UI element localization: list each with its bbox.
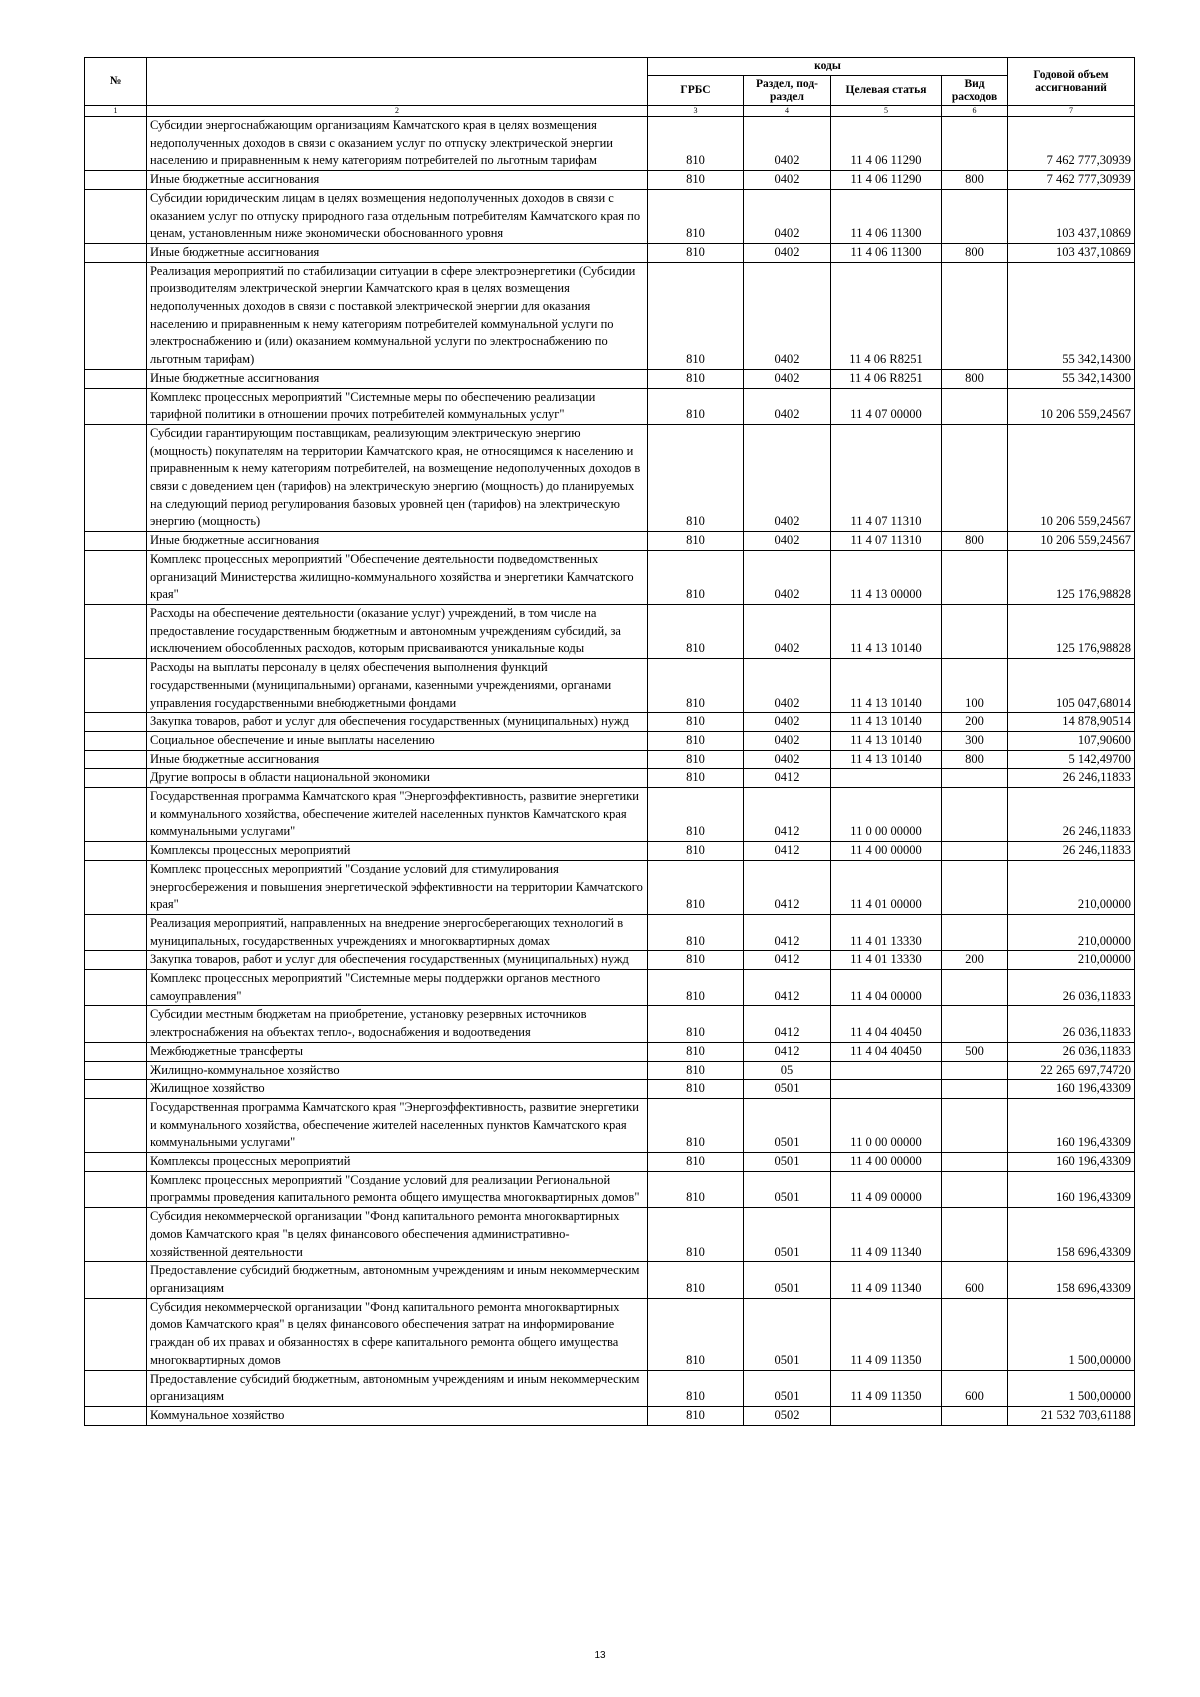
cell-vr <box>942 262 1008 369</box>
cell-sum: 10 206 559,24567 <box>1008 532 1135 551</box>
cell-grbs: 810 <box>648 713 744 732</box>
cell-grbs: 810 <box>648 1171 744 1207</box>
cell-num <box>85 388 147 424</box>
cell-cs: 11 4 00 00000 <box>831 842 942 861</box>
header-razdel: Раздел, под-раздел <box>744 76 831 106</box>
cell-cs: 11 4 06 11300 <box>831 189 942 243</box>
cell-cs: 11 4 07 11310 <box>831 424 942 531</box>
column-index: 4 <box>744 106 831 117</box>
cell-cs: 11 4 13 10140 <box>831 659 942 713</box>
cell-num <box>85 117 147 171</box>
cell-sum: 7 462 777,30939 <box>1008 171 1135 190</box>
cell-cs: 11 4 01 00000 <box>831 860 942 914</box>
cell-sum: 125 176,98828 <box>1008 604 1135 658</box>
cell-vr <box>942 769 1008 788</box>
cell-name: Иные бюджетные ассигнования <box>147 532 648 551</box>
budget-table-page <box>84 57 1134 1426</box>
cell-grbs: 810 <box>648 117 744 171</box>
cell-sum: 26 036,11833 <box>1008 1006 1135 1042</box>
cell-grbs: 810 <box>648 842 744 861</box>
cell-rz: 0402 <box>744 659 831 713</box>
cell-num <box>85 550 147 604</box>
table-row <box>85 1370 1135 1406</box>
cell-rz: 0402 <box>744 550 831 604</box>
table-row <box>85 914 1135 950</box>
table-row <box>85 604 1135 658</box>
table-row <box>85 1061 1135 1080</box>
cell-cs: 11 4 06 R8251 <box>831 262 942 369</box>
cell-vr: 800 <box>942 171 1008 190</box>
cell-name: Социальное обеспечение и иные выплаты населению <box>147 731 648 750</box>
cell-cs: 11 4 09 11340 <box>831 1262 942 1298</box>
cell-vr <box>942 424 1008 531</box>
cell-vr <box>942 388 1008 424</box>
cell-grbs: 810 <box>648 532 744 551</box>
cell-sum: 103 437,10869 <box>1008 189 1135 243</box>
cell-name: Другие вопросы в области национальной экономики <box>147 769 648 788</box>
cell-sum: 158 696,43309 <box>1008 1262 1135 1298</box>
cell-grbs: 810 <box>648 369 744 388</box>
header-vid: Вид расходов <box>942 76 1008 106</box>
cell-num <box>85 769 147 788</box>
table-row <box>85 243 1135 262</box>
cell-cs <box>831 1061 942 1080</box>
cell-rz: 0402 <box>744 750 831 769</box>
cell-name: Субсидии юридическим лицам в целях возмещения недополученных доходов в связи с оказанием услуг по отпуску природного газа отдельным потребителям Камчатского края по ценам, установленным ниже экономически обоснованного уровня <box>147 189 648 243</box>
cell-sum: 210,00000 <box>1008 914 1135 950</box>
cell-rz: 05 <box>744 1061 831 1080</box>
cell-name: Жилищное хозяйство <box>147 1080 648 1099</box>
cell-cs: 11 4 06 11290 <box>831 171 942 190</box>
cell-grbs: 810 <box>648 731 744 750</box>
cell-num <box>85 1298 147 1370</box>
cell-num <box>85 659 147 713</box>
table-row <box>85 262 1135 369</box>
cell-cs: 11 4 13 10140 <box>831 713 942 732</box>
cell-sum: 26 246,11833 <box>1008 842 1135 861</box>
cell-vr <box>942 1080 1008 1099</box>
cell-num <box>85 1098 147 1152</box>
cell-sum: 1 500,00000 <box>1008 1370 1135 1406</box>
header-amount: Годовой объем ассигнований <box>1008 58 1135 106</box>
column-index: 3 <box>648 106 744 117</box>
cell-num <box>85 1406 147 1425</box>
cell-name: Расходы на обеспечение деятельности (оказание услуг) учреждений, в том числе на предоставление государственным бюджетным и автономным учреждениям субсидий, за исключением обособленных расходов, которым присваиваются уникальные коды <box>147 604 648 658</box>
cell-cs: 11 0 00 00000 <box>831 1098 942 1152</box>
cell-sum: 26 246,11833 <box>1008 769 1135 788</box>
cell-num <box>85 1370 147 1406</box>
cell-name: Закупка товаров, работ и услуг для обеспечения государственных (муниципальных) нужд <box>147 713 648 732</box>
cell-grbs: 810 <box>648 243 744 262</box>
cell-cs <box>831 1080 942 1099</box>
cell-sum: 125 176,98828 <box>1008 550 1135 604</box>
cell-name: Комплекс процессных мероприятий "Системные меры поддержки органов местного самоуправления" <box>147 970 648 1006</box>
cell-grbs: 810 <box>648 1298 744 1370</box>
cell-num <box>85 1006 147 1042</box>
cell-num <box>85 424 147 531</box>
cell-vr <box>942 1006 1008 1042</box>
cell-num <box>85 262 147 369</box>
table-row <box>85 117 1135 171</box>
cell-name: Комплекс процессных мероприятий "Обеспечение деятельности подведомственных организаций Министерства жилищно-коммунального хозяйства и энергетики Камчатского края" <box>147 550 648 604</box>
table-row <box>85 388 1135 424</box>
table-row <box>85 750 1135 769</box>
column-index-row <box>85 106 1135 117</box>
cell-name: Комплекс процессных мероприятий "Создание условий для стимулирования энергосбережения и повышения энергетической эффективности на территории Камчатского края" <box>147 860 648 914</box>
cell-name: Реализация мероприятий, направленных на внедрение энергосберегающих технологий в муниципальных, государственных учреждениях и многоквартирных домах <box>147 914 648 950</box>
cell-grbs: 810 <box>648 1006 744 1042</box>
table-row <box>85 788 1135 842</box>
cell-grbs: 810 <box>648 189 744 243</box>
cell-cs: 11 4 13 10140 <box>831 604 942 658</box>
cell-num <box>85 189 147 243</box>
cell-grbs: 810 <box>648 1098 744 1152</box>
cell-sum: 10 206 559,24567 <box>1008 388 1135 424</box>
cell-num <box>85 970 147 1006</box>
cell-num <box>85 1171 147 1207</box>
cell-vr <box>942 842 1008 861</box>
cell-grbs: 810 <box>648 424 744 531</box>
cell-name: Государственная программа Камчатского края "Энергоэффективность, развитие энергетики и коммунального хозяйства, обеспечение жителей населенных пунктов Камчатского края коммунальными услугами" <box>147 788 648 842</box>
cell-num <box>85 1042 147 1061</box>
cell-grbs: 810 <box>648 860 744 914</box>
cell-num <box>85 842 147 861</box>
cell-grbs: 810 <box>648 1262 744 1298</box>
cell-vr <box>942 1406 1008 1425</box>
cell-vr: 500 <box>942 1042 1008 1061</box>
cell-grbs: 810 <box>648 1080 744 1099</box>
cell-grbs: 810 <box>648 750 744 769</box>
cell-sum: 160 196,43309 <box>1008 1153 1135 1172</box>
cell-sum: 14 878,90514 <box>1008 713 1135 732</box>
table-row <box>85 1171 1135 1207</box>
cell-vr: 600 <box>942 1262 1008 1298</box>
cell-vr <box>942 860 1008 914</box>
cell-sum: 210,00000 <box>1008 860 1135 914</box>
cell-vr <box>942 1298 1008 1370</box>
table-row <box>85 1080 1135 1099</box>
cell-num <box>85 951 147 970</box>
cell-num <box>85 532 147 551</box>
cell-num <box>85 860 147 914</box>
cell-grbs: 810 <box>648 1042 744 1061</box>
cell-cs: 11 4 04 40450 <box>831 1042 942 1061</box>
cell-vr <box>942 1171 1008 1207</box>
cell-cs: 11 4 07 11310 <box>831 532 942 551</box>
cell-rz: 0402 <box>744 731 831 750</box>
cell-name: Расходы на выплаты персоналу в целях обеспечения выполнения функций государственными (муниципальными) органами, казенными учреждениями, органами управления государственными внебюджетными фондами <box>147 659 648 713</box>
header-grbs: ГРБС <box>648 76 744 106</box>
table-row <box>85 550 1135 604</box>
cell-sum: 55 342,14300 <box>1008 262 1135 369</box>
cell-vr <box>942 1098 1008 1152</box>
cell-num <box>85 713 147 732</box>
table-row <box>85 713 1135 732</box>
cell-name: Предоставление субсидий бюджетным, автономным учреждениям и иным некоммерческим организациям <box>147 1262 648 1298</box>
table-row <box>85 842 1135 861</box>
cell-rz: 0501 <box>744 1208 831 1262</box>
cell-cs: 11 4 06 11290 <box>831 117 942 171</box>
column-index: 1 <box>85 106 147 117</box>
table-row <box>85 1006 1135 1042</box>
cell-sum: 7 462 777,30939 <box>1008 117 1135 171</box>
table-row <box>85 171 1135 190</box>
table-row <box>85 769 1135 788</box>
cell-grbs: 810 <box>648 171 744 190</box>
cell-name: Комплекс процессных мероприятий "Системные меры по обеспечению реализации тарифной политики в отношении прочих потребителей коммунальных услуг" <box>147 388 648 424</box>
cell-grbs: 810 <box>648 550 744 604</box>
cell-name: Межбюджетные трансферты <box>147 1042 648 1061</box>
cell-cs: 11 4 13 00000 <box>831 550 942 604</box>
cell-rz: 0412 <box>744 914 831 950</box>
cell-rz: 0412 <box>744 860 831 914</box>
cell-vr: 300 <box>942 731 1008 750</box>
cell-vr <box>942 117 1008 171</box>
cell-grbs: 810 <box>648 1153 744 1172</box>
cell-grbs: 810 <box>648 1061 744 1080</box>
cell-cs: 11 0 00 00000 <box>831 788 942 842</box>
cell-cs: 11 4 06 11300 <box>831 243 942 262</box>
cell-cs: 11 4 13 10140 <box>831 750 942 769</box>
budget-table <box>84 57 1135 1426</box>
cell-rz: 0402 <box>744 117 831 171</box>
cell-name: Предоставление субсидий бюджетным, автономным учреждениям и иным некоммерческим организациям <box>147 1370 648 1406</box>
cell-sum: 10 206 559,24567 <box>1008 424 1135 531</box>
cell-rz: 0402 <box>744 713 831 732</box>
cell-name: Комплексы процессных мероприятий <box>147 1153 648 1172</box>
cell-sum: 1 500,00000 <box>1008 1298 1135 1370</box>
cell-cs <box>831 1406 942 1425</box>
cell-sum: 26 036,11833 <box>1008 970 1135 1006</box>
column-index: 7 <box>1008 106 1135 117</box>
header-codes: коды <box>648 58 1008 76</box>
cell-rz: 0501 <box>744 1080 831 1099</box>
cell-name: Субсидии местным бюджетам на приобретение, установку резервных источников электроснабжения на объектах тепло-, водоснабжения и водоотведения <box>147 1006 648 1042</box>
cell-rz: 0402 <box>744 369 831 388</box>
table-row <box>85 189 1135 243</box>
cell-num <box>85 1153 147 1172</box>
cell-num <box>85 1061 147 1080</box>
cell-num <box>85 731 147 750</box>
cell-rz: 0502 <box>744 1406 831 1425</box>
cell-vr <box>942 788 1008 842</box>
cell-name: Комплексы процессных мероприятий <box>147 842 648 861</box>
table-row <box>85 1208 1135 1262</box>
table-row <box>85 1098 1135 1152</box>
table-row <box>85 860 1135 914</box>
cell-vr <box>942 1208 1008 1262</box>
cell-cs: 11 4 04 00000 <box>831 970 942 1006</box>
cell-sum: 21 532 703,61188 <box>1008 1406 1135 1425</box>
cell-name: Субсидия некоммерческой организации "Фонд капитального ремонта многоквартирных домов Камчатского края "в целях финансового обеспечения административно-хозяйственной деятельности <box>147 1208 648 1262</box>
cell-rz: 0412 <box>744 970 831 1006</box>
table-row <box>85 731 1135 750</box>
cell-grbs: 810 <box>648 1208 744 1262</box>
header-name <box>147 58 648 106</box>
cell-name: Иные бюджетные ассигнования <box>147 750 648 769</box>
table-body <box>85 117 1135 1426</box>
cell-grbs: 810 <box>648 788 744 842</box>
cell-sum: 26 246,11833 <box>1008 788 1135 842</box>
cell-vr <box>942 604 1008 658</box>
table-row <box>85 1042 1135 1061</box>
cell-grbs: 810 <box>648 659 744 713</box>
cell-sum: 105 047,68014 <box>1008 659 1135 713</box>
cell-grbs: 810 <box>648 970 744 1006</box>
cell-sum: 158 696,43309 <box>1008 1208 1135 1262</box>
cell-grbs: 810 <box>648 914 744 950</box>
cell-vr: 800 <box>942 750 1008 769</box>
cell-sum: 160 196,43309 <box>1008 1080 1135 1099</box>
cell-name: Закупка товаров, работ и услуг для обеспечения государственных (муниципальных) нужд <box>147 951 648 970</box>
cell-cs: 11 4 09 11350 <box>831 1370 942 1406</box>
cell-cs: 11 4 09 11350 <box>831 1298 942 1370</box>
cell-num <box>85 914 147 950</box>
cell-rz: 0402 <box>744 262 831 369</box>
cell-name: Субсидии гарантирующим поставщикам, реализующим электрическую энергию (мощность) покупателям на территории Камчатского края, не относящимся к населению и приравненным к нему категориям потребителей, на возмещение недополученных доходов в связи с доведением цен (тарифов) на электрическую энергию (мощность) до планируемых на следующий период регулирования базовых уровней цен (тарифов) на электрическую энергию (мощность) <box>147 424 648 531</box>
cell-name: Комплекс процессных мероприятий "Создание условий для реализации Региональной программы проведения капитального ремонта общего имущества многоквартирных домов" <box>147 1171 648 1207</box>
cell-rz: 0402 <box>744 424 831 531</box>
cell-vr <box>942 1153 1008 1172</box>
cell-vr <box>942 970 1008 1006</box>
cell-cs: 11 4 07 00000 <box>831 388 942 424</box>
cell-cs: 11 4 13 10140 <box>831 731 942 750</box>
cell-num <box>85 788 147 842</box>
table-row <box>85 659 1135 713</box>
cell-cs: 11 4 06 R8251 <box>831 369 942 388</box>
cell-vr: 800 <box>942 243 1008 262</box>
table-row <box>85 1298 1135 1370</box>
header-number: № <box>85 58 147 106</box>
cell-rz: 0402 <box>744 171 831 190</box>
cell-name: Субсидия некоммерческой организации "Фонд капитального ремонта многоквартирных домов Камчатского края" в целях финансового обеспечения затрат на информирование граждан об их правах и обязанностях в сфере капитального ремонта общего имущества многоквартирных домов <box>147 1298 648 1370</box>
cell-rz: 0501 <box>744 1370 831 1406</box>
cell-name: Иные бюджетные ассигнования <box>147 369 648 388</box>
cell-vr: 800 <box>942 532 1008 551</box>
column-index: 6 <box>942 106 1008 117</box>
cell-cs: 11 4 01 13330 <box>831 914 942 950</box>
cell-name: Субсидии энергоснабжающим организациям Камчатского края в целях возмещения недополученных доходов в связи с оказанием услуг по отпуску электрической энергии населению и приравненным к нему категориям потребителей по льготным тарифам <box>147 117 648 171</box>
cell-rz: 0412 <box>744 769 831 788</box>
page-number: 13 <box>594 1650 606 1661</box>
cell-grbs: 810 <box>648 604 744 658</box>
cell-rz: 0412 <box>744 842 831 861</box>
cell-rz: 0412 <box>744 1042 831 1061</box>
cell-vr: 100 <box>942 659 1008 713</box>
cell-rz: 0412 <box>744 951 831 970</box>
table-row <box>85 532 1135 551</box>
cell-num <box>85 369 147 388</box>
table-row <box>85 951 1135 970</box>
cell-cs: 11 4 09 11340 <box>831 1208 942 1262</box>
cell-vr: 200 <box>942 951 1008 970</box>
cell-name: Реализация мероприятий по стабилизации ситуации в сфере электроэнергетики (Субсидии производителям электрической энергии Камчатского края в целях возмещения недополученных доходов в связи с поставкой электрической энергии для оказания населению и приравненным к нему категориям потребителей коммунальной услуги по электроснабжению и (или) оказанием коммунальной услуги по электроснабжению по льготным тарифам) <box>147 262 648 369</box>
cell-num <box>85 1208 147 1262</box>
cell-grbs: 810 <box>648 1406 744 1425</box>
cell-num <box>85 750 147 769</box>
cell-rz: 0501 <box>744 1153 831 1172</box>
cell-num <box>85 171 147 190</box>
cell-cs: 11 4 04 40450 <box>831 1006 942 1042</box>
cell-vr: 600 <box>942 1370 1008 1406</box>
cell-name: Иные бюджетные ассигнования <box>147 171 648 190</box>
cell-sum: 160 196,43309 <box>1008 1098 1135 1152</box>
cell-name: Коммунальное хозяйство <box>147 1406 648 1425</box>
cell-rz: 0402 <box>744 604 831 658</box>
cell-vr <box>942 189 1008 243</box>
cell-rz: 0402 <box>744 189 831 243</box>
cell-rz: 0501 <box>744 1262 831 1298</box>
cell-name: Жилищно-коммунальное хозяйство <box>147 1061 648 1080</box>
cell-num <box>85 604 147 658</box>
cell-num <box>85 1080 147 1099</box>
column-index: 2 <box>147 106 648 117</box>
cell-sum: 5 142,49700 <box>1008 750 1135 769</box>
cell-cs: 11 4 09 00000 <box>831 1171 942 1207</box>
cell-rz: 0402 <box>744 243 831 262</box>
cell-rz: 0412 <box>744 1006 831 1042</box>
cell-sum: 107,90600 <box>1008 731 1135 750</box>
table-row <box>85 369 1135 388</box>
cell-grbs: 810 <box>648 388 744 424</box>
cell-grbs: 810 <box>648 951 744 970</box>
cell-name: Государственная программа Камчатского края "Энергоэффективность, развитие энергетики и коммунального хозяйства, обеспечение жителей населенных пунктов Камчатского края коммунальными услугами" <box>147 1098 648 1152</box>
table-row <box>85 1262 1135 1298</box>
cell-sum: 160 196,43309 <box>1008 1171 1135 1207</box>
header-tselevaya: Целевая статья <box>831 76 942 106</box>
cell-grbs: 810 <box>648 769 744 788</box>
cell-vr <box>942 1061 1008 1080</box>
cell-name: Иные бюджетные ассигнования <box>147 243 648 262</box>
cell-vr: 200 <box>942 713 1008 732</box>
cell-sum: 55 342,14300 <box>1008 369 1135 388</box>
cell-sum: 103 437,10869 <box>1008 243 1135 262</box>
table-row <box>85 1153 1135 1172</box>
cell-sum: 26 036,11833 <box>1008 1042 1135 1061</box>
table-row <box>85 970 1135 1006</box>
cell-grbs: 810 <box>648 1370 744 1406</box>
cell-cs: 11 4 00 00000 <box>831 1153 942 1172</box>
cell-cs <box>831 769 942 788</box>
cell-vr <box>942 914 1008 950</box>
cell-rz: 0402 <box>744 388 831 424</box>
cell-vr <box>942 550 1008 604</box>
cell-rz: 0501 <box>744 1098 831 1152</box>
cell-rz: 0501 <box>744 1298 831 1370</box>
cell-rz: 0412 <box>744 788 831 842</box>
table-row <box>85 1406 1135 1425</box>
column-index: 5 <box>831 106 942 117</box>
cell-cs: 11 4 01 13330 <box>831 951 942 970</box>
cell-vr: 800 <box>942 369 1008 388</box>
cell-grbs: 810 <box>648 262 744 369</box>
cell-rz: 0402 <box>744 532 831 551</box>
cell-num <box>85 1262 147 1298</box>
cell-sum: 210,00000 <box>1008 951 1135 970</box>
cell-rz: 0501 <box>744 1171 831 1207</box>
cell-num <box>85 243 147 262</box>
table-row <box>85 424 1135 531</box>
cell-sum: 22 265 697,74720 <box>1008 1061 1135 1080</box>
